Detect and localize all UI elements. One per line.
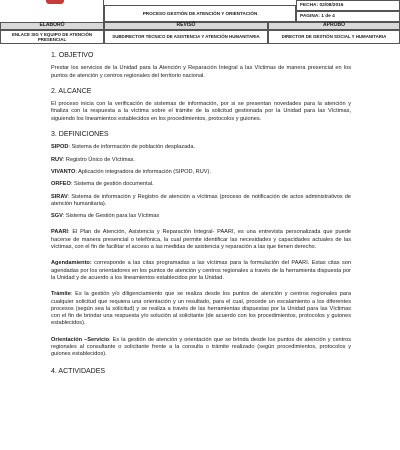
document-body [51,52,351,381]
logo-cell [0,0,104,22]
process-title: PROCESO GESTIÓN DE ATENCIÓN Y ORIENTACIÓN [104,5,296,22]
definition-term: RUV [51,156,63,163]
logo-mark [46,0,64,4]
section-actividades-title: 4. ACTIVIDADES [51,367,106,375]
definition-item [51,229,351,251]
definition-item [51,169,351,176]
definition-text: : Registro Único de Víctimas. [62,156,135,163]
definition-text: : Sistema de información y Registro de atención a víctimas (proceso de notificación de actos administrativos de atención humanitaria). [51,193,351,207]
section-objetivo-title: 1. OBJETIVO [51,52,94,59]
fecha-field: FECHA: 02/08/2016 [296,0,400,11]
definition-term: PAARI [51,229,68,236]
label-reviso: REVISÓ [104,22,268,30]
definition-item [51,194,351,209]
label-elaboro: ELABORÓ [0,22,104,30]
definition-item [51,337,351,359]
section-objetivo-text: Prestar los servicios de la Unidad para la Atención y Reparación Integral a las Víctimas de manera presencial en los puntos de atención y centros regionales del territorio nacional. [51,65,351,79]
pagina-field: PAGINA: 1 de 4 [296,11,400,22]
definition-term: Agendamiento: [51,260,92,267]
definition-text: : Aplicación integradora de información (SIPOD, RUV). [75,168,211,175]
definition-item [51,291,351,327]
name-elaboro: ENLACE SIG Y EQUIPO DE ATENCIÓN PRESENCIAL [0,30,104,44]
definition-term: Trámite [51,291,71,298]
definition-text: : Sistema de información de población desplazada. [68,144,195,151]
name-aprobo: DIRECTOR DE GESTIÓN SOCIAL Y HUMANITARIA [268,30,400,44]
definition-term: SGV [51,213,63,220]
definition-term: SIRAV [51,193,68,200]
definition-item [51,157,351,164]
approval-names-row [0,30,400,44]
label-aprobo: APROBÓ [268,22,400,30]
definition-text: : El Plan de Atención, Asistencia y Reparación Integral- PAARI, es una entrevista personalizada que puede hacerse de manera presencial o telefónica, la cual permite identificar las necesidades y capacidades actuales de las víctimas, con el fin de facilitar el acceso a las medidas de asistencia y reparación a las que tienen derecho. [51,229,351,251]
definition-term: Orientación –Servicio [51,336,110,343]
section-definiciones-title: 3. DEFINICIONES [51,131,109,139]
definition-term: SIPOD [51,144,69,151]
section-alcance-title: 2. ALCANCE [51,87,92,95]
definition-text: : Sistema de gestión documental. [70,181,154,188]
definition-text: : Es la gestión y/o diligenciamiento que se realiza desde los puntos de atención y centros regionales para cualquier solicitud que requiera una orientación y un resultado, para el cual, procede un escalamiento a los diferentes procesos (según sea la solicitud) y se realiza a través de las herramientas dispuestas por la Unidad para las Víctimas con el fin de brindar una respuesta y/o solución al solicitante (de acuerdo con los procedimientos, protocolos y guiones establecidos). [51,291,351,327]
definition-term: ORFEO [51,181,71,188]
definition-text: corresponde a las citas programadas a las víctimas para la formulación del PAARI. Estas citas son agendadas por los orientadores en los puntos de atención y centros regionales a través de la herramienta dispuesta por la Unidad y de acuerdo a los lineamientos establecidos por la Unidad. [51,260,351,281]
definition-item [51,181,351,188]
definition-item [51,144,351,151]
approval-labels-row [0,22,400,30]
name-reviso: SUBDIRECTOR TÉCNICO DE ASISTENCIA Y ATENCIÓN HUMANITARIA [104,30,268,44]
definition-item [51,260,351,282]
definition-text: : Sistema de Gestión para las Víctimas [62,213,160,220]
definition-term: VIVANTO [51,168,76,175]
definition-text: : Es la gestión de atención y orientación que se brinda desde los puntos de atención y centros regionales al consultante o solicitante frente a la consulta o trámite realizado (según procedimientos, protocolos y guiones establecidos). [51,336,351,358]
section-alcance-text: El proceso inicia con la verificación de sistemas de información, por si se presentan novedades para la atención y finaliza con la respuesta a la víctima sobre el trámite de la solicitud gestionada por la Unidad para las Víctimas, siguiendo los lineamientos establecidos en los procedimientos, protocolos y guiones. [51,101,351,122]
definition-item [51,213,351,220]
